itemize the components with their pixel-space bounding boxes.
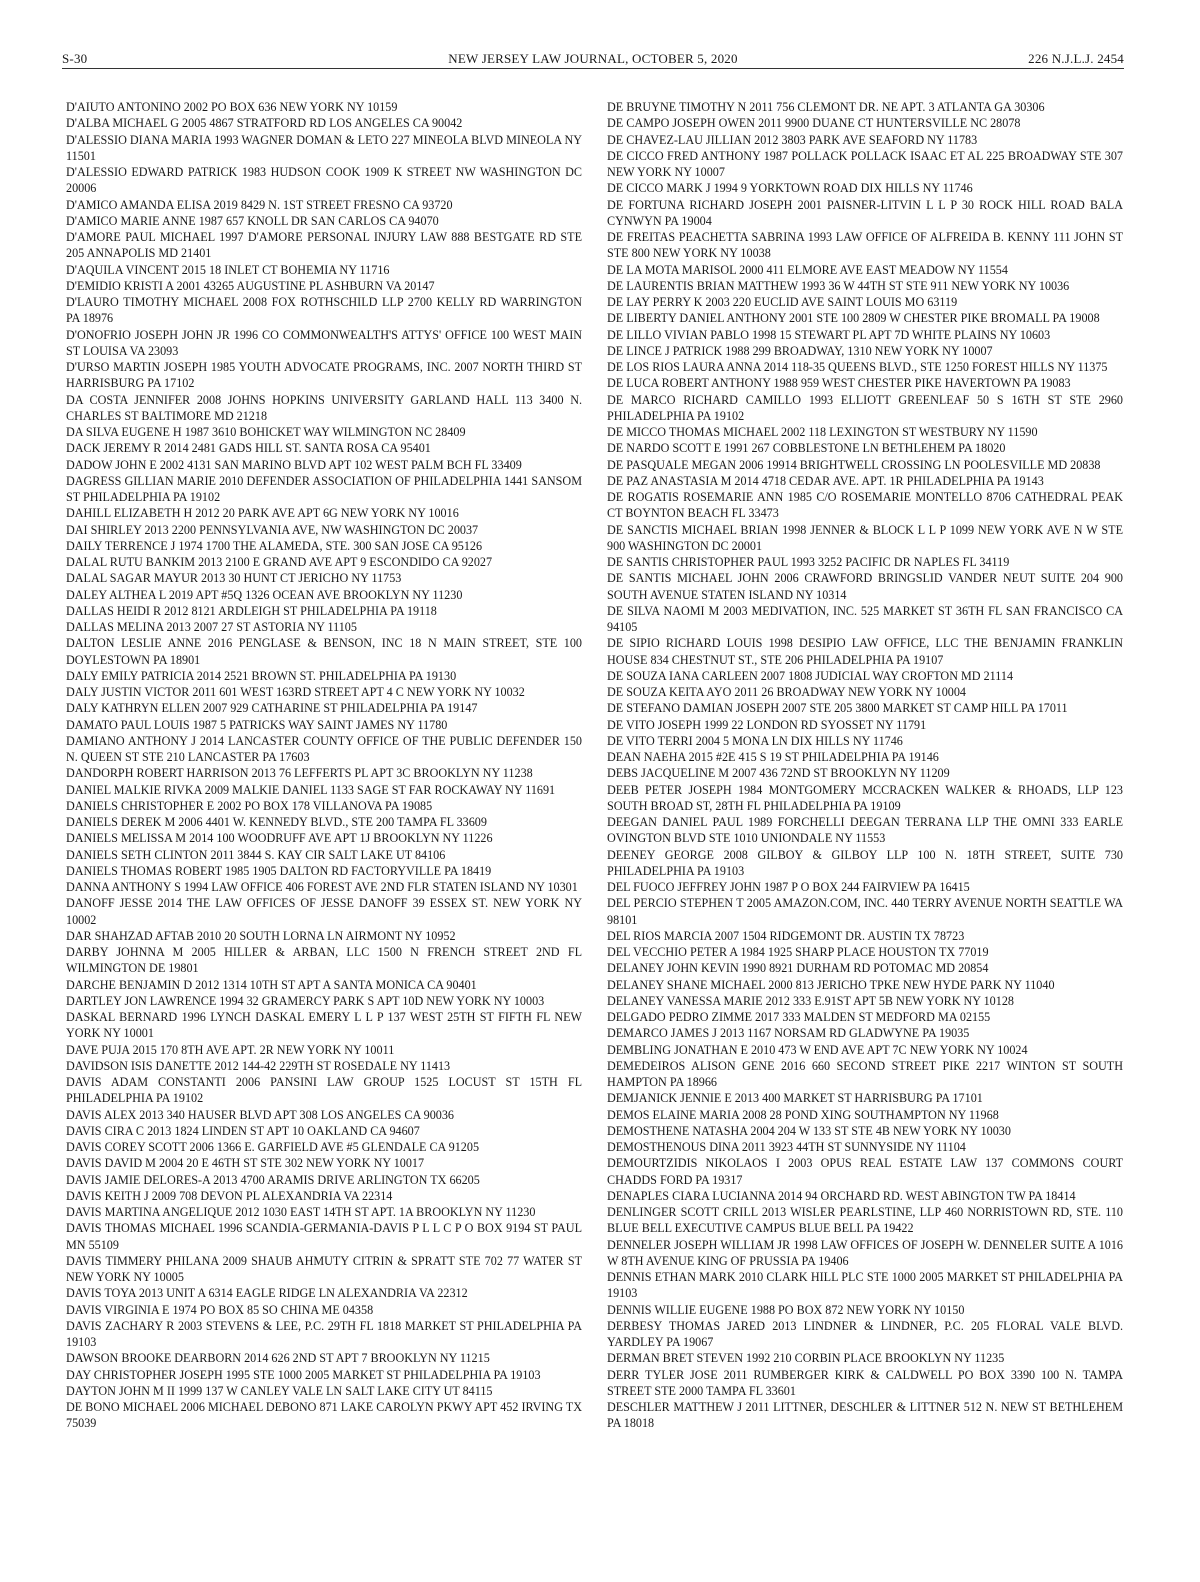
directory-entry: DENNELER JOSEPH WILLIAM JR 1998 LAW OFFICES OF JOSEPH W. DENNELER SUITE A 1016 W 8TH AVENUE KING OF PRUSSIA PA 19406 [607, 1237, 1123, 1268]
directory-entry: DE LA MOTA MARISOL 2000 411 ELMORE AVE EAST MEADOW NY 11554 [607, 262, 1008, 277]
directory-entry: DAMATO PAUL LOUIS 1987 5 PATRICKS WAY SAINT JAMES NY 11780 [66, 717, 448, 732]
directory-entry: DEL FUOCO JEFFREY JOHN 1987 P O BOX 244 FAIRVIEW PA 16415 [607, 880, 970, 894]
directory-entry: D'LAURO TIMOTHY MICHAEL 2008 FOX ROTHSCHILD LLP 2700 KELLY RD WARRINGTON PA 18976 [66, 295, 582, 326]
directory-entry: DE ROGATIS ROSEMARIE ANN 1985 C/O ROSEMARIE MONTELLO 8706 CATHEDRAL PEAK CT BOYNTON BEACH FL 33473 [607, 490, 1123, 521]
directory-entry: DANIELS MELISSA M 2014 100 WOODRUFF AVE APT 1J BROOKLYN NY 11226 [66, 831, 493, 846]
directory-entry: DE LILLO VIVIAN PABLO 1998 15 STEWART PL APT 7D WHITE PLAINS NY 10603 [607, 327, 1051, 342]
directory-entry: D'AQUILA VINCENT 2015 18 INLET CT BOHEMIA NY 11716 [66, 262, 390, 277]
citation: 226 N.J.L.J. 2454 [1028, 51, 1124, 66]
directory-entry: DANIELS THOMAS ROBERT 1985 1905 DALTON RD FACTORYVILLE PA 18419 [66, 863, 492, 878]
directory-entry: DAMIANO ANTHONY J 2014 LANCASTER COUNTY OFFICE OF THE PUBLIC DEFENDER 150 N. QUEEN ST STE 210 LANCASTER PA 17603 [66, 733, 582, 764]
directory-entry: DA SILVA EUGENE H 1987 3610 BOHICKET WAY WILMINGTON NC 28409 [66, 425, 466, 439]
directory-entry: DE SOUZA KEITA AYO 2011 26 BROADWAY NEW YORK NY 10004 [607, 685, 966, 699]
directory-entry: DENAPLES CIARA LUCIANNA 2014 94 ORCHARD RD. WEST ABINGTON TW PA 18414 [607, 1188, 1076, 1203]
directory-entry: DEMEDEIROS ALISON GENE 2016 660 SECOND STREET PIKE 2217 WINTON ST SOUTH HAMPTON PA 18966 [607, 1058, 1123, 1089]
directory-entry: DANOFF JESSE 2014 THE LAW OFFICES OF JESSE DANOFF 39 ESSEX ST. NEW YORK NY 10002 [66, 896, 582, 927]
directory-entry: DEAN NAEHA 2015 #2E 415 S 19 ST PHILADELPHIA PA 19146 [607, 750, 939, 764]
directory-entry: DE VITO TERRI 2004 5 MONA LN DIX HILLS NY 11746 [607, 733, 903, 748]
directory-entry: DA COSTA JENNIFER 2008 JOHNS HOPKINS UNIVERSITY GARLAND HALL 113 3400 N. CHARLES ST BALTIMORE MD 21218 [66, 392, 582, 423]
directory-entry: D'ALESSIO EDWARD PATRICK 1983 HUDSON COOK 1909 K STREET NW WASHINGTON DC 20006 [66, 165, 582, 196]
directory-entry: DE SOUZA IANA CARLEEN 2007 1808 JUDICIAL WAY CROFTON MD 21114 [607, 668, 1014, 683]
directory-entry: DEMBLING JONATHAN E 2010 473 W END AVE APT 7C NEW YORK NY 10024 [607, 1042, 1028, 1057]
directory-entry: DAVIS JAMIE DELORES-A 2013 4700 ARAMIS DRIVE ARLINGTON TX 66205 [66, 1172, 480, 1187]
directory-entry: DELANEY JOHN KEVIN 1990 8921 DURHAM RD POTOMAC MD 20854 [607, 961, 989, 976]
directory-entry: DANIELS CHRISTOPHER E 2002 PO BOX 178 VILLANOVA PA 19085 [66, 798, 433, 813]
directory-entry: DE SANTIS CHRISTOPHER PAUL 1993 3252 PACIFIC DR NAPLES FL 34119 [607, 555, 1010, 569]
directory-entry: DAVIS ADAM CONSTANTI 2006 PANSINI LAW GROUP 1525 LOCUST ST 15TH FL PHILADELPHIA PA 19102 [66, 1075, 582, 1106]
directory-entry: DAVIS VIRGINIA E 1974 PO BOX 85 SO CHINA ME 04358 [66, 1302, 374, 1317]
directory-entry: DANIELS SETH CLINTON 2011 3844 S. KAY CIR SALT LAKE UT 84106 [66, 847, 446, 862]
directory-entry: DANDORPH ROBERT HARRISON 2013 76 LEFFERTS PL APT 3C BROOKLYN NY 11238 [66, 766, 533, 781]
directory-entry: DAYTON JOHN M II 1999 137 W CANLEY VALE LN SALT LAKE CITY UT 84115 [66, 1383, 493, 1398]
directory-entry: DEMOS ELAINE MARIA 2008 28 POND XING SOUTHAMPTON NY 11968 [607, 1107, 999, 1122]
directory-entry: DEL RIOS MARCIA 2007 1504 RIDGEMONT DR. AUSTIN TX 78723 [607, 928, 965, 943]
directory-entry: DAVE PUJA 2015 170 8TH AVE APT. 2R NEW YORK NY 10011 [66, 1042, 395, 1057]
directory-entry: DEL PERCIO STEPHEN T 2005 AMAZON.COM, INC. 440 TERRY AVENUE NORTH SEATTLE WA 98101 [607, 896, 1123, 927]
directory-entry: DAVIS CIRA C 2013 1824 LINDEN ST APT 10 OAKLAND CA 94607 [66, 1123, 420, 1138]
directory-entry: DAHILL ELIZABETH H 2012 20 PARK AVE APT 6G NEW YORK NY 10016 [66, 506, 459, 521]
directory-entry: DADOW JOHN E 2002 4131 SAN MARINO BLVD APT 102 WEST PALM BCH FL 33409 [66, 457, 522, 472]
directory-entry: DALAL RUTU BANKIM 2013 2100 E GRAND AVE APT 9 ESCONDIDO CA 92027 [66, 555, 493, 569]
directory-entry: DE FORTUNA RICHARD JOSEPH 2001 PAISNER-LITVIN L L P 30 ROCK HILL ROAD BALA CYNWYN PA 19004 [607, 197, 1123, 228]
directory-entry: DE LUCA ROBERT ANTHONY 1988 959 WEST CHESTER PIKE HAVERTOWN PA 19083 [607, 376, 1071, 391]
directory-entry: DAGRESS GILLIAN MARIE 2010 DEFENDER ASSOCIATION OF PHILADELPHIA 1441 SANSOM ST PHILADELPHIA PA 19102 [66, 473, 582, 504]
publication-title: NEW JERSEY LAW JOURNAL, OCTOBER 5, 2020 [448, 51, 738, 66]
directory-entry: DAVIS MARTINA ANGELIQUE 2012 1030 EAST 14TH ST APT. 1A BROOKLYN NY 11230 [66, 1205, 536, 1219]
directory-entry: DENNIS WILLIE EUGENE 1988 PO BOX 872 NEW YORK NY 10150 [607, 1302, 965, 1317]
right-column [607, 99, 1123, 1432]
directory-entry: DE SANTIS MICHAEL JOHN 2006 CRAWFORD BRINGSLID VANDER NEUT SUITE 204 900 SOUTH AVENUE STATEN ISLAND NY 10314 [607, 571, 1123, 602]
directory-entry: DASKAL BERNARD 1996 LYNCH DASKAL EMERY L L P 137 WEST 25TH ST FIFTH FL NEW YORK NY 10001 [66, 1010, 582, 1041]
directory-entry: DE STEFANO DAMIAN JOSEPH 2007 STE 205 3800 MARKET ST CAMP HILL PA 17011 [607, 701, 1068, 716]
directory-entry: DAVIDSON ISIS DANETTE 2012 144-42 229TH ST ROSEDALE NY 11413 [66, 1058, 451, 1073]
directory-entry: DALY JUSTIN VICTOR 2011 601 WEST 163RD STREET APT 4 C NEW YORK NY 10032 [66, 685, 525, 699]
directory-entry: DARCHE BENJAMIN D 2012 1314 10TH ST APT A SANTA MONICA CA 90401 [66, 977, 477, 992]
directory-entry: DE SANCTIS MICHAEL BRIAN 1998 JENNER & BLOCK L L P 1099 NEW YORK AVE N W STE 900 WASHINGTON DC 20001 [607, 522, 1123, 553]
directory-entry: DERR TYLER JOSE 2011 RUMBERGER KIRK & CALDWELL PO BOX 3390 100 N. TAMPA STREET STE 2000 TAMPA FL 33601 [607, 1367, 1123, 1398]
directory-entry: DAILY TERRENCE J 1974 1700 THE ALAMEDA, STE. 300 SAN JOSE CA 95126 [66, 538, 483, 553]
directory-entry: DALLAS MELINA 2013 2007 27 ST ASTORIA NY 11105 [66, 620, 357, 634]
directory-entry: DELANEY VANESSA MARIE 2012 333 E.91ST APT 5B NEW YORK NY 10128 [607, 993, 1014, 1008]
directory-entry: DARBY JOHNNA M 2005 HILLER & ARBAN, LLC 1500 N FRENCH STREET 2ND FL WILMINGTON DE 19801 [66, 945, 582, 976]
directory-entry: DE MICCO THOMAS MICHAEL 2002 118 LEXINGTON ST WESTBURY NY 11590 [607, 425, 1038, 439]
directory-entry: DEMOSTHENE NATASHA 2004 204 W 133 ST STE 4B NEW YORK NY 10030 [607, 1123, 1011, 1138]
directory-entry: D'ONOFRIO JOSEPH JOHN JR 1996 CO COMMONWEALTH'S ATTYS' OFFICE 100 WEST MAIN ST LOUISA VA 23093 [66, 327, 582, 358]
directory-entry: DARTLEY JON LAWRENCE 1994 32 GRAMERCY PARK S APT 10D NEW YORK NY 10003 [66, 993, 545, 1008]
directory-entry: DAR SHAHZAD AFTAB 2010 20 SOUTH LORNA LN AIRMONT NY 10952 [66, 928, 456, 943]
directory-entry: DALEY ALTHEA L 2019 APT #5Q 1326 OCEAN AVE BROOKLYN NY 11230 [66, 587, 463, 602]
directory-entry: DEENEY GEORGE 2008 GILBOY & GILBOY LLP 100 N. 18TH STREET, SUITE 730 PHILADELPHIA PA 19103 [607, 847, 1123, 878]
directory-entry: DERMAN BRET STEVEN 1992 210 CORBIN PLACE BROOKLYN NY 11235 [607, 1351, 1005, 1366]
directory-entry: D'ALESSIO DIANA MARIA 1993 WAGNER DOMAN & LETO 227 MINEOLA BLVD MINEOLA NY 11501 [66, 132, 582, 163]
directory-entry: DALY EMILY PATRICIA 2014 2521 BROWN ST. PHILADELPHIA PA 19130 [66, 668, 457, 683]
directory-entry: DANNA ANTHONY S 1994 LAW OFFICE 406 FOREST AVE 2ND FLR STATEN ISLAND NY 10301 [66, 880, 578, 894]
directory-entry: DENLINGER SCOTT CRILL 2013 WISLER PEARLSTINE, LLP 460 NORRISTOWN RD, STE. 110 BLUE BELL EXECUTIVE CAMPUS BLUE BELL PA 19422 [607, 1205, 1123, 1236]
directory-entry: DE LINCE J PATRICK 1988 299 BROADWAY, 1310 NEW YORK NY 10007 [607, 343, 993, 358]
directory-entry: DELGADO PEDRO ZIMME 2017 333 MALDEN ST MEDFORD MA 02155 [607, 1010, 991, 1024]
directory-entry: DE NARDO SCOTT E 1991 267 COBBLESTONE LN BETHLEHEM PA 18020 [607, 441, 1006, 456]
directory-entry: DEMARCO JAMES J 2013 1167 NORSAM RD GLADWYNE PA 19035 [607, 1026, 970, 1041]
directory-entry: DE LOS RIOS LAURA ANNA 2014 118-35 QUEENS BLVD., STE 1250 FOREST HILLS NY 11375 [607, 360, 1108, 374]
directory-entry: DE CAMPO JOSEPH OWEN 2011 9900 DUANE CT HUNTERSVILLE NC 28078 [607, 116, 1021, 131]
directory-entry: DESCHLER MATTHEW J 2011 LITTNER, DESCHLER & LITTNER 512 N. NEW ST BETHLEHEM PA 18018 [607, 1400, 1123, 1431]
directory-entry: DE LIBERTY DANIEL ANTHONY 2001 STE 100 2809 W CHESTER PIKE BROMALL PA 19008 [607, 311, 1100, 326]
directory-entry: DAWSON BROOKE DEARBORN 2014 626 2ND ST APT 7 BROOKLYN NY 11215 [66, 1351, 490, 1366]
directory-entry: D'ALBA MICHAEL G 2005 4867 STRATFORD RD LOS ANGELES CA 90042 [66, 116, 463, 131]
directory-entry: DE VITO JOSEPH 1999 22 LONDON RD SYOSSET NY 11791 [607, 717, 927, 732]
directory-entry: DALY KATHRYN ELLEN 2007 929 CATHARINE ST PHILADELPHIA PA 19147 [66, 701, 478, 716]
directory-entry: DE BRUYNE TIMOTHY N 2011 756 CLEMONT DR. NE APT. 3 ATLANTA GA 30306 [607, 100, 1045, 114]
directory-entry: DANIEL MALKIE RIVKA 2009 MALKIE DANIEL 1133 SAGE ST FAR ROCKAWAY NY 11691 [66, 782, 556, 797]
directory-entry: D'AMICO AMANDA ELISA 2019 8429 N. 1ST STREET FRESNO CA 93720 [66, 197, 453, 212]
page-header [62, 52, 1124, 69]
directory-entry: DE MARCO RICHARD CAMILLO 1993 ELLIOTT GREENLEAF 50 S 16TH ST STE 2960 PHILADELPHIA PA 19102 [607, 392, 1123, 423]
directory-entry: DACK JEREMY R 2014 2481 GADS HILL ST. SANTA ROSA CA 95401 [66, 441, 431, 456]
directory-entry: DELANEY SHANE MICHAEL 2000 813 JERICHO TPKE NEW HYDE PARK NY 11040 [607, 977, 1055, 992]
directory-entry: DAY CHRISTOPHER JOSEPH 1995 STE 1000 2005 MARKET ST PHILADELPHIA PA 19103 [66, 1367, 541, 1382]
directory-entry: D'AMORE PAUL MICHAEL 1997 D'AMORE PERSONAL INJURY LAW 888 BESTGATE RD STE 205 ANNAPOLIS MD 21401 [66, 230, 582, 261]
directory-entry: DE LAY PERRY K 2003 220 EUCLID AVE SAINT LOUIS MO 63119 [607, 295, 958, 309]
directory-entry: DEMOURTZIDIS NIKOLAOS I 2003 OPUS REAL ESTATE LAW 137 COMMONS COURT CHADDS FORD PA 19317 [607, 1156, 1123, 1187]
directory-entry: DE SILVA NAOMI M 2003 MEDIVATION, INC. 525 MARKET ST 36TH FL SAN FRANCISCO CA 94105 [607, 603, 1123, 634]
directory-entry: D'AMICO MARIE ANNE 1987 657 KNOLL DR SAN CARLOS CA 94070 [66, 213, 439, 228]
directory-entry: DERBESY THOMAS JARED 2013 LINDNER & LINDNER, P.C. 205 FLORAL VALE BLVD. YARDLEY PA 19067 [607, 1318, 1123, 1349]
directory-entry: D'EMIDIO KRISTI A 2001 43265 AUGUSTINE PL ASHBURN VA 20147 [66, 278, 435, 293]
directory-entry: DAVIS COREY SCOTT 2006 1366 E. GARFIELD AVE #5 GLENDALE CA 91205 [66, 1140, 480, 1154]
left-column [66, 99, 582, 1432]
directory-entry: D'URSO MARTIN JOSEPH 1985 YOUTH ADVOCATE PROGRAMS, INC. 2007 NORTH THIRD ST HARRISBURG PA 17102 [66, 360, 582, 391]
directory-entry: DAVIS TIMMERY PHILANA 2009 SHAUB AHMUTY CITRIN & SPRATT STE 702 77 WATER ST NEW YORK NY 10005 [66, 1253, 582, 1284]
directory-entry: DE PAZ ANASTASIA M 2014 4718 CEDAR AVE. APT. 1R PHILADELPHIA PA 19143 [607, 473, 1044, 488]
directory-entry: DAVIS KEITH J 2009 708 DEVON PL ALEXANDRIA VA 22314 [66, 1188, 393, 1203]
directory-entry: DEL VECCHIO PETER A 1984 1925 SHARP PLACE HOUSTON TX 77019 [607, 945, 989, 959]
directory-entry: DE LAURENTIS BRIAN MATTHEW 1993 36 W 44TH ST STE 911 NEW YORK NY 10036 [607, 278, 1070, 293]
directory-entry: DAVIS ZACHARY R 2003 STEVENS & LEE, P.C. 29TH FL 1818 MARKET ST PHILADELPHIA PA 19103 [66, 1318, 582, 1349]
directory-entry: DEEGAN DANIEL PAUL 1989 FORCHELLI DEEGAN TERRANA LLP THE OMNI 333 EARLE OVINGTON BLVD STE 1010 UNIONDALE NY 11553 [607, 815, 1123, 846]
directory-entry: DEMOSTHENOUS DINA 2011 3923 44TH ST SUNNYSIDE NY 11104 [607, 1140, 966, 1154]
directory-entry: DE CHAVEZ-LAU JILLIAN 2012 3803 PARK AVE SEAFORD NY 11783 [607, 132, 978, 147]
directory-entry: DE CICCO FRED ANTHONY 1987 POLLACK POLLACK ISAAC ET AL 225 BROADWAY STE 307 NEW YORK NY 10007 [607, 148, 1123, 179]
directory-entry: DENNIS ETHAN MARK 2010 CLARK HILL PLC STE 1000 2005 MARKET ST PHILADELPHIA PA 19103 [607, 1270, 1123, 1301]
directory-entry: DAVIS TOYA 2013 UNIT A 6314 EAGLE RIDGE LN ALEXANDRIA VA 22312 [66, 1286, 468, 1301]
directory-entry: DE SIPIO RICHARD LOUIS 1998 DESIPIO LAW OFFICE, LLC THE BENJAMIN FRANKLIN HOUSE 834 CHESTNUT ST., STE 206 PHILADELPHIA PA 19107 [607, 636, 1123, 667]
directory-entry: DANIELS DEREK M 2006 4401 W. KENNEDY BLVD., STE 200 TAMPA FL 33609 [66, 815, 487, 829]
directory-entry: DE FREITAS PEACHETTA SABRINA 1993 LAW OFFICE OF ALFREIDA B. KENNY 111 JOHN ST STE 800 NEW YORK NY 10038 [607, 230, 1123, 261]
directory-entry: DALTON LESLIE ANNE 2016 PENGLASE & BENSON, INC 18 N MAIN STREET, STE 100 DOYLESTOWN PA 18901 [66, 636, 582, 667]
directory-entry: DEBS JACQUELINE M 2007 436 72ND ST BROOKLYN NY 11209 [607, 766, 950, 781]
directory-entry: DAVIS THOMAS MICHAEL 1996 SCANDIA-GERMANIA-DAVIS P L L C P O BOX 9194 ST PAUL MN 55109 [66, 1221, 582, 1252]
page-number: S-30 [62, 51, 88, 66]
directory-entry: DALAL SAGAR MAYUR 2013 30 HUNT CT JERICHO NY 11753 [66, 571, 402, 586]
directory-entry: DE PASQUALE MEGAN 2006 19914 BRIGHTWELL CROSSING LN POOLESVILLE MD 20838 [607, 457, 1101, 472]
directory-entry: DE BONO MICHAEL 2006 MICHAEL DEBONO 871 LAKE CAROLYN PKWY APT 452 IRVING TX 75039 [66, 1400, 582, 1431]
directory-entry: DE CICCO MARK J 1994 9 YORKTOWN ROAD DIX HILLS NY 11746 [607, 181, 973, 196]
directory-entry: D'AIUTO ANTONINO 2002 PO BOX 636 NEW YORK NY 10159 [66, 100, 398, 114]
directory-entry: DAVIS ALEX 2013 340 HAUSER BLVD APT 308 LOS ANGELES CA 90036 [66, 1107, 454, 1122]
directory-entry: DAVIS DAVID M 2004 20 E 46TH ST STE 302 NEW YORK NY 10017 [66, 1156, 425, 1171]
directory-entry: DAI SHIRLEY 2013 2200 PENNSYLVANIA AVE, NW WASHINGTON DC 20037 [66, 522, 479, 537]
directory-entry: DALLAS HEIDI R 2012 8121 ARDLEIGH ST PHILADELPHIA PA 19118 [66, 603, 437, 618]
directory-entry: DEEB PETER JOSEPH 1984 MONTGOMERY MCCRACKEN WALKER & RHOADS, LLP 123 SOUTH BROAD ST, 28TH FL PHILADELPHIA PA 19109 [607, 782, 1123, 813]
directory-entry: DEMJANICK JENNIE E 2013 400 MARKET ST HARRISBURG PA 17101 [607, 1091, 983, 1106]
